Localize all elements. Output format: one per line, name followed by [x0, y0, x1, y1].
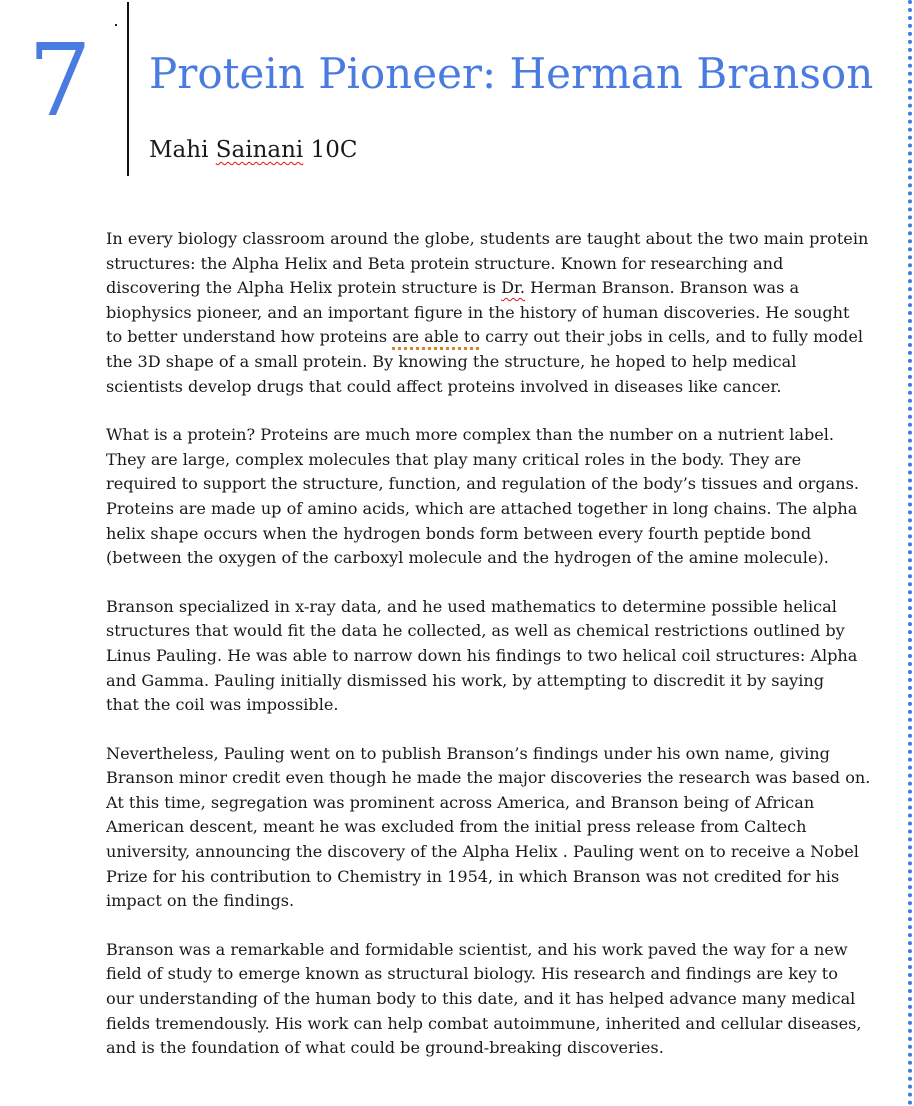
text-line: scientists develop drugs that could affect proteins involved in diseases like cancer.: [106, 376, 782, 396]
author-first-name: Mahi: [149, 137, 216, 163]
text-line: the 3D shape of a small protein. By knowing the structure, he hoped to help medical: [106, 351, 797, 371]
text-segment: Herman Branson. Branson was a: [525, 278, 800, 298]
paragraph: [106, 742, 910, 914]
text-line: fields tremendously. His work can help combat autoimmune, inherited and cellular diseases,: [106, 1013, 862, 1033]
paragraph: [106, 595, 910, 718]
text-line: [106, 276, 910, 301]
text-line: Proteins are made up of amino acids, which are attached together in long chains. The alpha: [106, 498, 858, 518]
text-line: Nevertheless, Pauling went on to publish Branson’s findings under his own name, giving: [106, 743, 830, 763]
text-line: impact on the findings.: [106, 891, 295, 911]
header-divider: [127, 2, 129, 176]
text-line: structures: the Alpha Helix and Beta protein structure. Known for researching and: [106, 253, 784, 273]
author-class: 10C: [303, 137, 358, 163]
text-line: In every biology classroom around the globe, students are taught about the two main protein: [106, 229, 869, 248]
text-line: At this time, segregation was prominent across America, and Branson being of African: [106, 792, 815, 812]
author-line: [149, 134, 357, 166]
text-line: biophysics pioneer, and an important figure in the history of human discoveries. He sought: [106, 302, 850, 322]
text-segment: to better understand how proteins: [106, 327, 393, 347]
text-line: helix shape occurs when the hydrogen bonds form between every fourth peptide bond: [106, 523, 812, 543]
text-line: American descent, meant he was excluded from the initial press release from Caltech: [106, 817, 807, 837]
paragraph: [106, 227, 910, 399]
text-line: They are large, complex molecules that play many critical roles in the body. They are: [106, 449, 802, 469]
paragraph: [106, 423, 910, 571]
text-segment: carry out their jobs in cells, and to fully model: [480, 327, 863, 347]
chapter-number: 7: [28, 22, 92, 139]
text-line: Linus Pauling. He was able to narrow down his findings to two helical coil structures: Alpha: [106, 645, 858, 665]
text-line: structures that would fit the data he collected, as well as chemical restrictions outlined by: [106, 621, 845, 641]
text-segment: discovering the Alpha Helix protein structure is: [106, 278, 502, 298]
spelling-flag[interactable]: Dr.: [501, 278, 526, 298]
text-line: Branson specialized in x-ray data, and he used mathematics to determine possible helical: [106, 596, 837, 616]
text-line: and Gamma. Pauling initially dismissed his work, by attempting to discredit it by saying: [106, 670, 825, 690]
text-line: field of study to emerge known as structural biology. His research and findings are key to: [106, 964, 838, 984]
text-line: our understanding of the human body to this date, and it has helped advance many medical: [106, 989, 856, 1009]
grammar-flag[interactable]: are able to: [392, 327, 481, 347]
page-title: Protein Pioneer: Herman Branson: [149, 49, 874, 98]
paragraph: [106, 938, 910, 1061]
text-line: that the coil was impossible.: [106, 695, 339, 715]
text-line: [106, 325, 910, 350]
text-line: (between the oxygen of the carboxyl molecule and the hydrogen of the amine molecule).: [106, 548, 829, 568]
text-line: Branson minor credit even though he made the major discoveries the research was based on.: [106, 768, 871, 788]
author-last-name-spelling-flag[interactable]: Sainani: [215, 137, 304, 163]
header-marker-dot: [115, 24, 117, 26]
text-line: What is a protein? Proteins are much more complex than the number on a nutrient label.: [106, 425, 835, 445]
page-boundary-marker: [908, 0, 912, 1106]
text-line: required to support the structure, function, and regulation of the body’s tissues and organs.: [106, 474, 859, 494]
text-line: university, announcing the discovery of the Alpha Helix . Pauling went on to receive a Nobel: [106, 842, 859, 862]
article-body: [106, 227, 910, 1085]
text-line: Prize for his contribution to Chemistry in 1954, in which Branson was not credited for his: [106, 866, 840, 886]
text-line: Branson was a remarkable and formidable scientist, and his work paved the way for a new: [106, 939, 848, 959]
text-line: and is the foundation of what could be ground-breaking discoveries.: [106, 1038, 664, 1058]
